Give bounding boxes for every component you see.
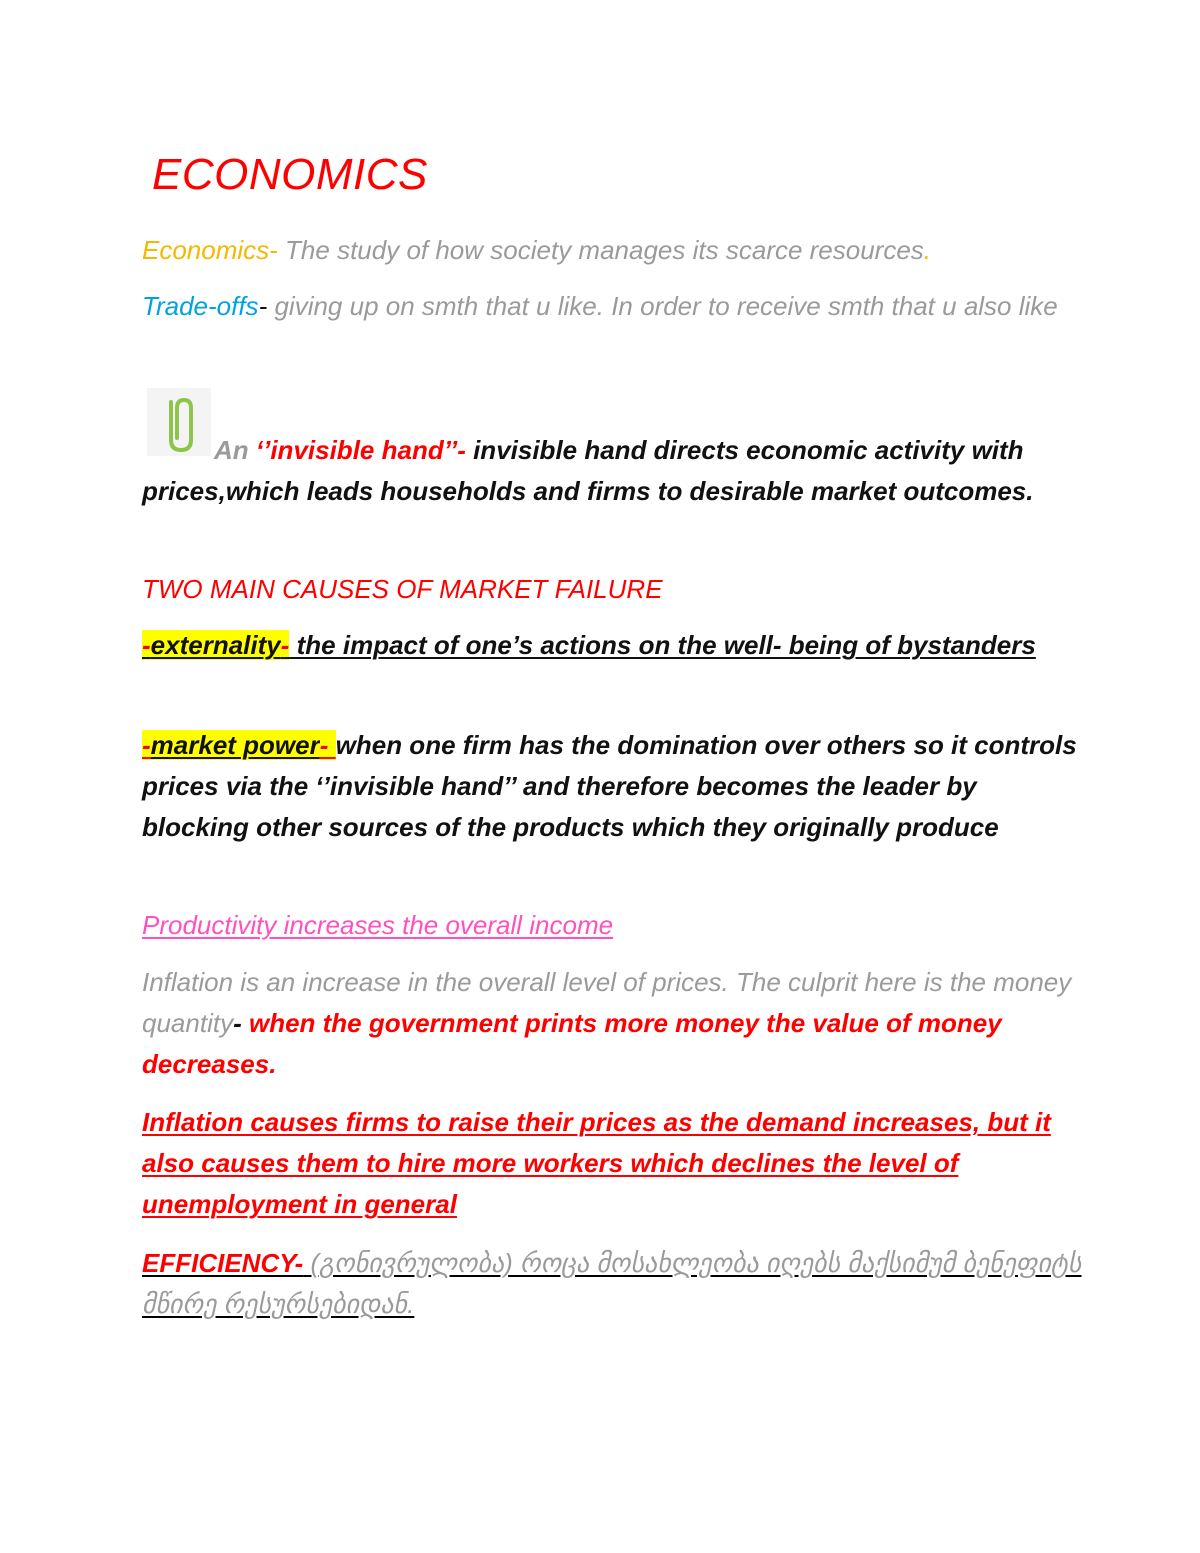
article-text: An: [214, 435, 256, 465]
definition-text: the impact of one’s actions on the well- being of bystanders: [289, 630, 1036, 660]
definition-text: Inflation is an increase in the overall level of prices. The culprit here is the money quantity: [142, 967, 1072, 1038]
definition-text: invisible hand directs economic activity with prices,which leads households and firms to desirable market outcomes.: [142, 435, 1034, 506]
period: .: [923, 235, 932, 265]
definition-emphasis: when the government prints more money the value of money decreases.: [142, 1008, 1002, 1079]
dash: -: [269, 235, 278, 265]
section-heading: TWO MAIN CAUSES OF MARKET FAILURE: [142, 574, 663, 604]
term-market-power: market power: [150, 730, 320, 760]
definition-invisible-hand: [142, 430, 1082, 512]
cause-market-power: [142, 725, 1082, 848]
dash: -: [142, 630, 151, 660]
cause-externality: [142, 625, 1082, 666]
dash: -: [319, 730, 336, 760]
term-trade-offs: Trade-offs: [142, 291, 259, 321]
term-invisible-hand: ‘’invisible hand’’: [255, 435, 458, 465]
definition-text: (გონივრულობა) როცა მოსახლეობა იღებს მაქსიმუმ ბენეფიტს მწირე რესურსებიდან.: [142, 1248, 1082, 1319]
definition-economics: [142, 230, 1082, 271]
term-efficiency: EFFICIENCY-: [142, 1248, 304, 1278]
dash: -: [258, 291, 268, 321]
definition-trade-offs: [142, 286, 1082, 327]
definition-text: giving up on smth that u like. In order to receive smth that u also like: [267, 291, 1058, 321]
definition-text: The study of how society manages its scarce resources: [277, 235, 924, 265]
definition-text: when one firm has the domination over others so it controls prices via the ‘’invisible hand’’ and therefore becomes the leader by blocking other sources of the products which they originally produce: [142, 730, 1077, 842]
productivity-note: Productivity increases the overall income: [142, 910, 614, 940]
definition-efficiency: [142, 1243, 1082, 1325]
dash: -: [233, 1008, 242, 1038]
dash: -: [142, 730, 151, 760]
inflation-effects: Inflation causes firms to raise their prices as the demand increases, but it also causes them to hire more workers which declines the level of unemployment in general: [142, 1107, 1051, 1219]
term-economics: Economics: [142, 235, 270, 265]
term-externality: externality: [150, 630, 281, 660]
inflation-definition: [142, 962, 1082, 1085]
dash: -: [280, 630, 290, 660]
page-title: ECONOMICS: [152, 150, 428, 199]
dash: -: [457, 435, 466, 465]
